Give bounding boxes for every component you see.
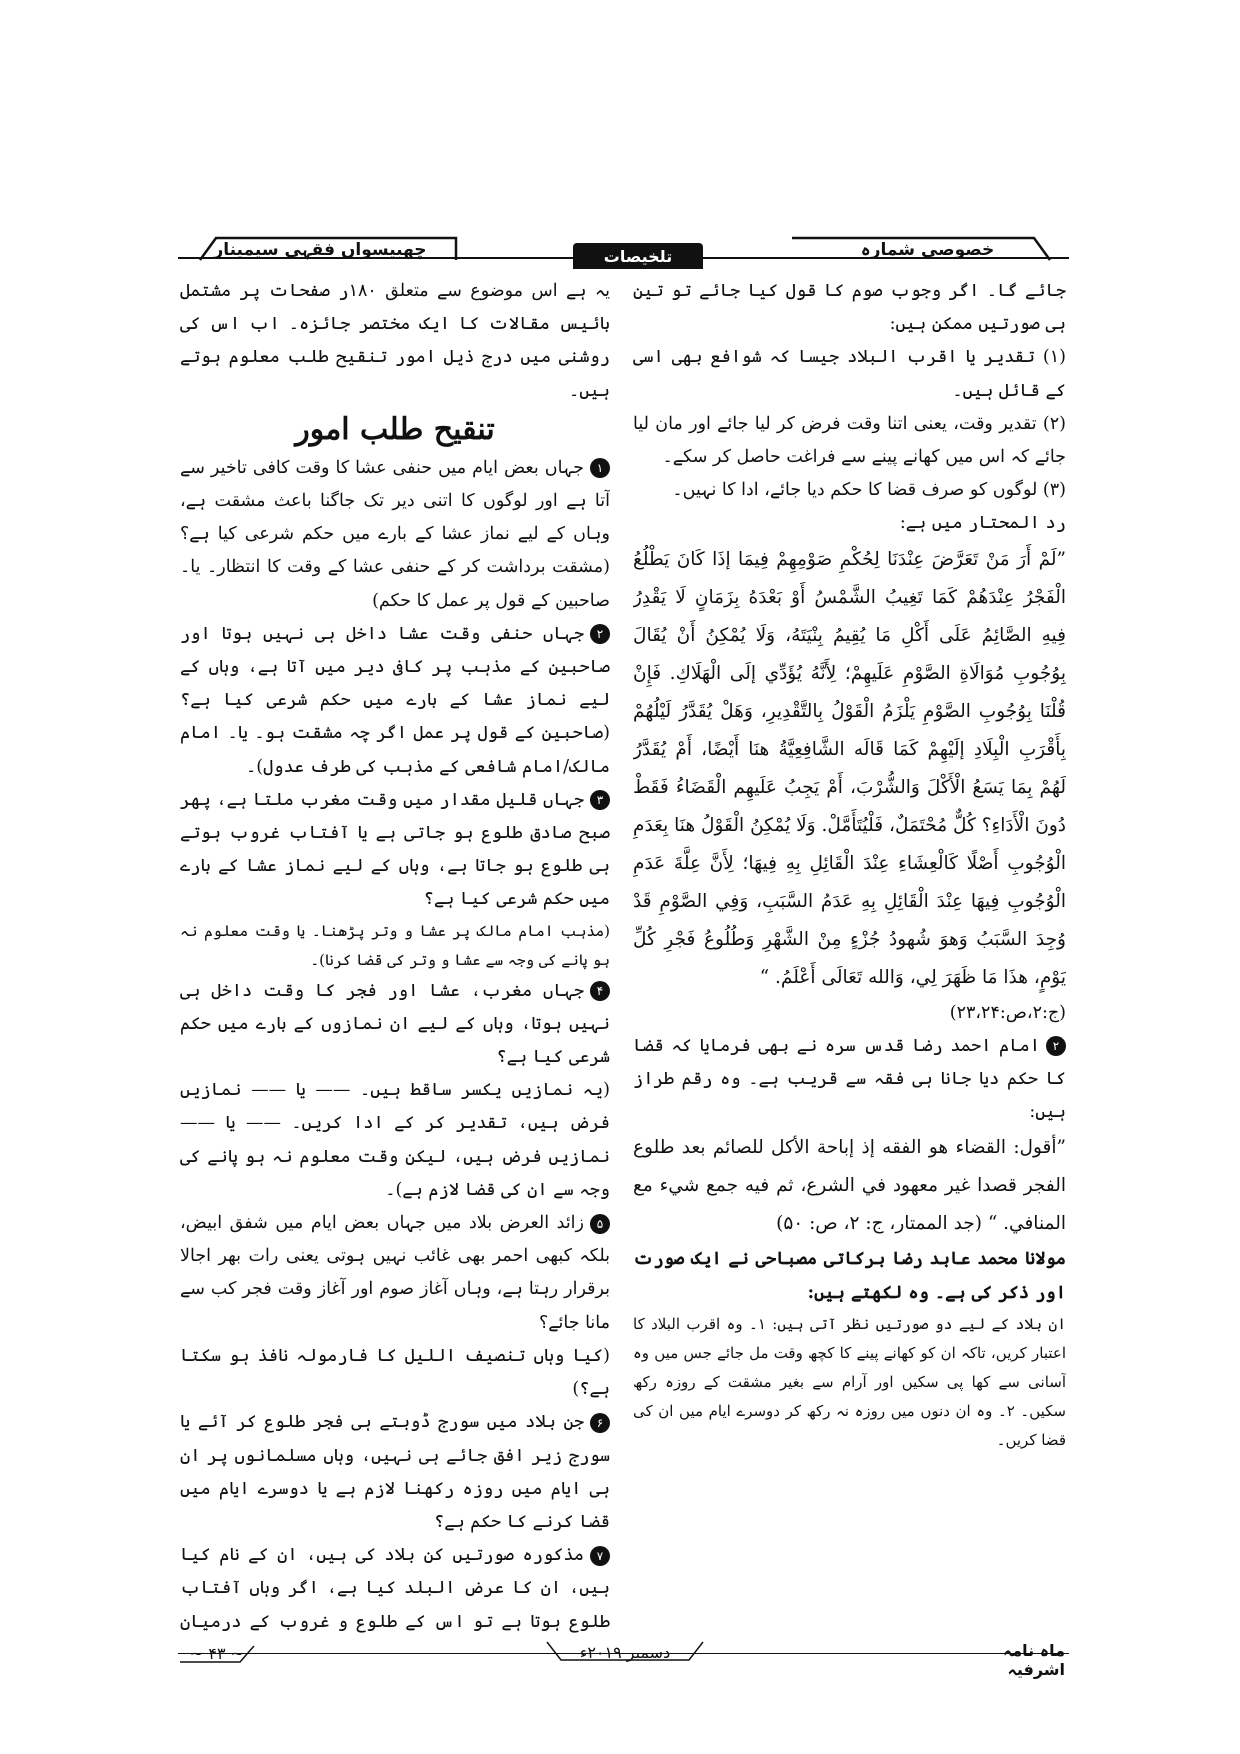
item-text: جن بلاد میں سورج ڈوبتے ہی فجر طلوع کر آئے یا سورج زیر افق جائے ہی نہیں، وہاں مسلمانوں پر ان ہی ایام میں روزہ رکھنا لازم ہے یا دوسرے ایام میں قضا کرنے کا حکم ہے؟ — [180, 1412, 610, 1532]
item-number-badge: ۲ — [590, 624, 610, 644]
magazine-name: ماہ نامہ اشرفیہ — [1002, 1641, 1065, 1679]
paragraph: (کیا وہاں تنصیف اللیل کا فارمولہ نافذ ہو سکتا ہے؟) — [180, 1345, 610, 1400]
footer-page-box — [178, 1642, 256, 1664]
header-section-label: تلخیصات — [573, 243, 703, 269]
footer-date-box — [545, 1640, 705, 1664]
paragraph: رد المحتار میں ہے: — [899, 513, 1066, 534]
numbered-item — [633, 1030, 1066, 1130]
item-number-badge: ۳ — [590, 790, 610, 810]
header-issue-title: خصوصی شمارہ — [860, 239, 995, 260]
item-text: جہاں قلیل مقدار میں وقت مغرب ملتا ہے، پھر صبح صادق طلوع ہو جاتی ہے یا آفتاب غروب ہوتے ہی طلوع ہو جاتا ہے، وہاں کے لیے نماز عشا کے بارے میں حکم شرعی کیا ہے؟ — [180, 789, 610, 910]
issue-date: دسمبر ۲۰۱۹ء — [579, 1642, 671, 1662]
numbered-item — [180, 1406, 610, 1539]
numbered-item — [180, 618, 610, 784]
note-paragraph: ان بلاد کے لیے دو صورتیں نظر آتی ہیں: ۱۔ وہ اقرب البلاد کا اعتبار کریں، تاکہ ان کو کھانے پینے کا کچھ وقت مل جائے جس میں وہ آسانی سے کھا پی سکیں اور آرام سے بغیر مشقت کے روزہ رکھ سکیں۔ ۲۔ وہ ان دنوں میں روزہ نہ رکھ کر دوسرے ایام میں ان کی قضا کریں۔ — [633, 1314, 1066, 1449]
item-number-badge: ۷ — [590, 1546, 610, 1566]
header-issue-tab — [790, 236, 1065, 262]
header-seminar-title: چھبیسواں فقہی سیمینار — [213, 239, 427, 260]
section-heading: تنقیح طلب امور — [295, 411, 495, 447]
header-seminar-tab — [180, 236, 460, 262]
item-text: زائد العرض بلاد میں جہاں بعض ایام میں شفق ابیض، بلکہ کبھی احمر بھی غائب نہیں ہوتی یعنی رات بھر اجالا برقرار رہتا ہے، وہاں آغاز صوم اور آغاز وقت فجر کب سے مانا جائے؟ — [180, 1213, 610, 1333]
author-reference: مولانا محمد عابد رضا برکاتی مصباحی نے ایک صورت اور ذکر کی ہے۔ وہ لکھتے ہیں: — [633, 1249, 1066, 1303]
arabic-quotation: ”أقول: القضاء هو الفقه إذ إباحة الأكل للصائم بعد طلوع الفجر قصدا غير معهود في الشرع، ثم فيه جمع شيء مع المنافي. “ (جد الممتار، ج: ۲، ص: ۵۰) — [633, 1137, 1066, 1235]
arabic-quotation: ”لَمْ أَرَ مَنْ تَعَرَّضَ عِنْدَنَا لِحُكْمِ صَوْمِهِمْ فِيمَا إذَا كَانَ يَطْلُعُ الْفَجْرُ عِنْدَهُمْ كَمَا تَغِيبُ الشَّمْسُ أَوْ بَعْدَهُ بِزَمَانٍ لَا يَقْدِرُ فِيهِ الصَّائِمُ عَلَى أَكْلِ مَا يُقِيمُ بِنْيَتَهُ، وَلَا يُمْكِنُ أَنْ يُقَالَ بِوُجُوبِ مُوَالَاةِ الصَّوْمِ عَلَيهِمْ؛ لِأَنَّهُ يُؤَدِّي إلَى الْهَلَاكِ. فَإِنْ قُلْنَا بِوُجُوبِ الصَّوْمِ يَلْزَمُ الْقَوْلُ بِالتَّقْدِيرِ، وَهَلْ يُقَدَّرُ لَيْلُهُمْ بِأَقْرَبِ الْبِلَادِ إلَيْهِمْ كَمَا قَالَه الشَّافِعِيَّةُ هنَا أَيْضًا، أَمْ يُقَدَّرُ لَهُمْ بِمَا يَسَعُ الْأَكْلَ وَالشُّرْبَ، أَمْ يَجِبُ عَلَيهِم الْقَضَاءُ فَقَطْ دُونَ الْأَدَاءِ؟ كُلٌّ مُحْتَمَلٌ، فَلْيُتَأَمَّلْ. وَلَا يُمْكِنُ الْقَوْلُ هنَا بِعَدَمِ الْوُجُوبِ أَصْلًا كَالْعِشَاءِ عِنْدَ الْقَائِلِ بِهِ فِيهَا؛ لِأَنَّ عِلَّةَ عَدَمِ الْوُجُوبِ فِيهَا عِنْدَ الْقَائِلِ بِهِ عَدَمُ السَّبَبِ، وَفِي الصَّوْمِ قَدْ وُجِدَ السَّبَبُ وَهوَ شُهودُ جُزْءٍ مِنْ الشَّهْرِ وَطُلُوعُ فَجْرِ كُلِّ يَوْمٍ، هذَا مَا ظَهَرَ لِي، وَالله تَعَالَى أَعْلَمُ. “ — [633, 548, 1066, 988]
item-number-badge: ۵ — [590, 1214, 610, 1234]
item-text: جہاں بعض ایام میں حنفی عشا کا وقت کافی تاخیر سے آتا ہے اور لوگوں کا اتنی دیر تک جاگنا باعث مشقت ہے، وہاں کے لیے نماز عشا کے بارے میں حکم شرعی کیا ہے؟ (مشقت برداشت کر کے حنفی عشا کے وقت کا انتظار۔ یا۔ صاحبین کے قول پر عمل کا حکم) — [180, 457, 610, 611]
paragraph: (۲) تقدیر وقت، یعنی اتنا وقت فرض کر لیا جائے اور مان لیا جائے کہ اس میں کھانے پینے سے فراغت حاصل کر سکے۔ — [633, 413, 1066, 468]
numbered-item — [180, 975, 610, 1075]
item-text: مذکورہ صورتیں کن بلاد کی ہیں، ان کے نام کیا ہیں، ان کا عرض البلد کیا ہے، اگر وہاں آفتاب طلوع ہوتا ہے تو اس کے طلوع و غروب کے درمیان — [180, 1545, 610, 1632]
paragraph: (۱) تقدیر یا اقرب البلاد جیسا کہ شوافع بھی اسی کے قائل ہیں۔ — [633, 347, 1066, 401]
item-number-badge: ۴ — [590, 981, 610, 1001]
item-text: امام احمد رضا قدس سرہ نے بھی فرمایا کہ قضا کا حکم دیا جانا ہی فقہ سے قریب ہے۔ وہ رقم طراز ہیں: — [633, 1035, 1066, 1123]
item-number-badge: ۲ — [1046, 1036, 1066, 1056]
paragraph: جائے گا۔ اگر وجوب صوم کا قول کیا جائے تو تین ہی صورتیں ممکن ہیں: — [633, 281, 1066, 335]
paragraph: (ج:۲،ص:۲۳،۲۴) — [949, 1002, 1066, 1023]
numbered-item — [180, 784, 610, 917]
item-number-badge: ۶ — [590, 1413, 610, 1433]
item-number-badge: ۱ — [590, 458, 610, 478]
page-number: ~ ۴۳ ~ — [189, 1643, 245, 1663]
paragraph: (۳) لوگوں کو صرف قضا کا حکم دیا جائے، ادا کا نہیں۔ — [672, 480, 1066, 501]
paragraph: (یہ نمازیں یکسر ساقط ہیں۔ —— یا —— نمازیں فرض ہیں، تقدیر کر کے ادا کریں۔ —— یا —— نمازیں فرض ہیں، لیکن وقت معلوم نہ ہو پانے کی وجہ سے ان کی قضا لازم ہے)۔ — [180, 1080, 610, 1200]
item-text: جہاں حنفی وقت عشا داخل ہی نہیں ہوتا اور صاحبین کے مذہب پر کافی دیر میں آتا ہے، وہاں کے لیے نماز عشا کے بارے میں حکم شرعی کیا ہے؟ (صاحبین کے قول پر عمل اگر چہ مشقت ہو۔ یا۔ امام مالک/امام شافعی کے مذہب کی طرف عدول)۔ — [180, 623, 610, 777]
left-column — [180, 275, 610, 1640]
note-paragraph: (مذہب امام مالک پر عشا و وتر پڑھنا۔ یا وقت معلوم نہ ہو پانے کی وجہ سے عشا و وتر کی قضا کرنا)۔ — [180, 921, 610, 969]
right-column — [633, 275, 1066, 1640]
numbered-item — [180, 452, 610, 618]
numbered-item — [180, 1539, 610, 1640]
item-text: جہاں مغرب، عشا اور فجر کا وقت داخل ہی نہیں ہوتا، وہاں کے لیے ان نمازوں کے بارے میں حکم شرعی کیا ہے؟ — [180, 980, 610, 1068]
paragraph: یہ ہے اس موضوع سے متعلق ۱۸۰ر صفحات پر مشتمل بائیس مقالات کا ایک مختصر جائزہ۔ اب اس کی روشنی میں درج ذیل امور تنقیح طلب معلوم ہوتے ہیں۔ — [180, 281, 610, 401]
numbered-item — [180, 1207, 610, 1340]
